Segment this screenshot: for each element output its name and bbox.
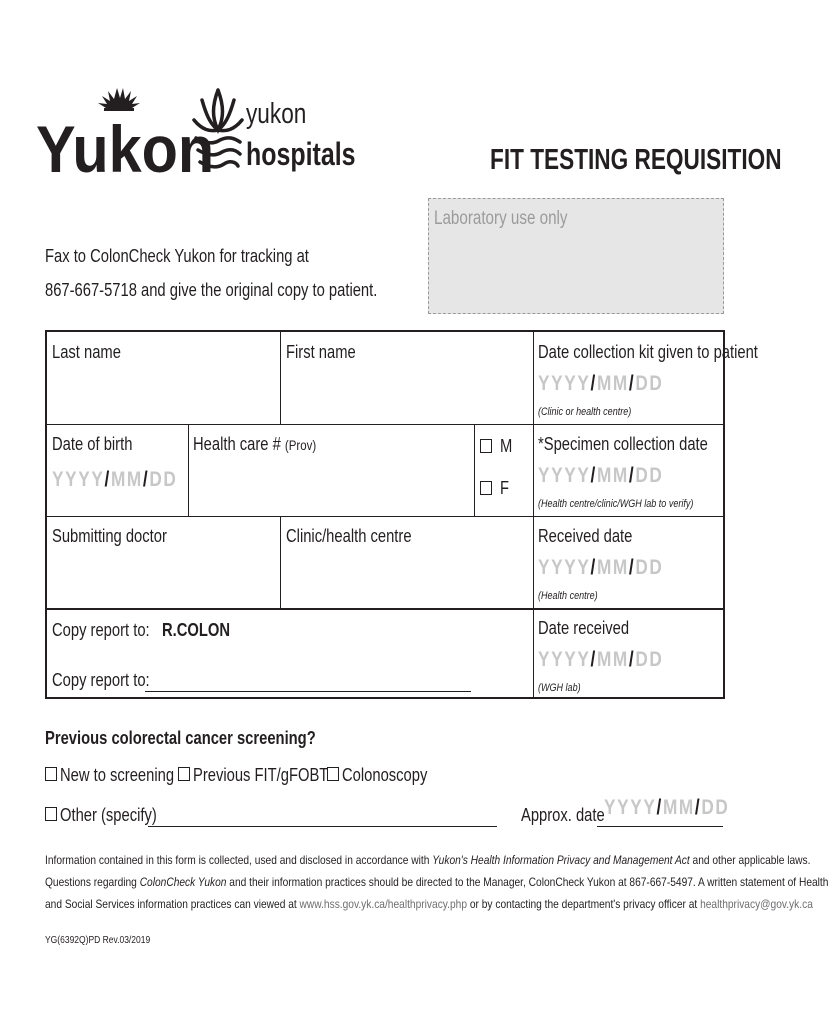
previous-fit-label: Previous FIT/gFOBT xyxy=(193,765,329,785)
privacy-email-link[interactable]: healthprivacy@gov.yk.ca xyxy=(700,897,813,911)
copy-report-2-line[interactable] xyxy=(145,691,471,692)
date-kit-given-label: Date collection kit given to patient xyxy=(538,342,758,362)
copy-report-label-1: Copy report to: R.COLON xyxy=(52,620,231,640)
copy-report-label-2: Copy report to: xyxy=(52,670,150,690)
date-received-placeholder[interactable]: YYYY/MM/DD xyxy=(538,648,664,671)
form-code: YG(6392Q)PD Rev.03/2019 xyxy=(45,935,151,946)
date-kit-given-placeholder[interactable]: YYYY/MM/DD xyxy=(538,372,664,395)
previous-fit-checkbox[interactable] xyxy=(178,767,190,781)
approx-date-label: Approx. date xyxy=(521,805,605,825)
privacy-notice-line3: and Social Services information practices can viewed at www.hss.gov.yk.ca/healthprivacy.php or by contacting the department's privacy officer at healthprivacy@gov.yk.ca xyxy=(45,897,813,911)
copy-report-value-1: R.COLON xyxy=(161,620,231,640)
svg-text:Yukon: Yukon xyxy=(36,113,215,187)
sex-m-label: M xyxy=(500,436,513,456)
privacy-notice-line1: Information contained in this form is collected, used and disclosed in accordance with Yukon's Health Information Privacy and Management Act and other applicable laws. xyxy=(45,853,811,867)
yukon-hospitals-text-top: yukon xyxy=(246,98,307,130)
document-title: FIT TESTING REQUISITION xyxy=(490,144,782,176)
approx-date-placeholder[interactable]: YYYY/MM/DD xyxy=(604,796,730,819)
health-privacy-link[interactable]: www.hss.gov.yk.ca/healthprivacy.php xyxy=(299,897,467,911)
date-received-label: Date received xyxy=(538,618,630,638)
sex-f-checkbox[interactable] xyxy=(480,481,492,495)
clinic-note: (Clinic or health centre) xyxy=(538,406,632,418)
specimen-date-placeholder[interactable]: YYYY/MM/DD xyxy=(538,464,664,487)
yukon-government-logo xyxy=(36,86,215,187)
first-name-label: First name xyxy=(286,342,356,362)
new-screening-label: New to screening xyxy=(60,765,175,785)
sex-f-label: F xyxy=(500,478,510,498)
other-specify-line[interactable] xyxy=(148,826,497,827)
other-checkbox[interactable] xyxy=(45,807,57,821)
fax-instruction-line1: Fax to ColonCheck Yukon for tracking at xyxy=(45,246,309,266)
last-name-label: Last name xyxy=(52,342,121,362)
specimen-note: (Health centre/clinic/WGH lab to verify) xyxy=(538,498,694,510)
yukon-hospitals-text-bottom: hospitals xyxy=(246,136,356,172)
privacy-notice-line2: Questions regarding ColonCheck Yukon and their information practices should be directed to the Manager, ColonCheck Yukon at 867-667-5497. A written statement of Health xyxy=(45,875,828,889)
approx-date-line[interactable] xyxy=(597,826,723,827)
date-received-note: (WGH lab) xyxy=(538,682,581,694)
health-care-number-label: Health care # (Prov) xyxy=(193,434,317,454)
other-label: Other (specify) xyxy=(60,805,157,825)
clinic-health-centre-label: Clinic/health centre xyxy=(286,526,412,546)
fax-instruction-line2: 867-667-5718 and give the original copy to patient. xyxy=(45,280,378,300)
requisition-form xyxy=(45,330,758,699)
sex-m-checkbox[interactable] xyxy=(480,439,492,453)
new-screening-checkbox[interactable] xyxy=(45,767,57,781)
submitting-doctor-label: Submitting doctor xyxy=(52,526,167,546)
received-note: (Health centre) xyxy=(538,590,598,602)
specimen-date-label: *Specimen collection date xyxy=(538,434,708,454)
received-date-placeholder[interactable]: YYYY/MM/DD xyxy=(538,556,664,579)
date-of-birth-placeholder[interactable]: YYYY/MM/DD xyxy=(52,468,178,491)
colonoscopy-checkbox[interactable] xyxy=(327,767,339,781)
colonoscopy-label: Colonoscopy xyxy=(342,765,428,785)
screening-title: Previous colorectal cancer screening? xyxy=(45,728,316,748)
date-of-birth-label: Date of birth xyxy=(52,434,133,454)
laboratory-use-label: Laboratory use only xyxy=(434,208,568,229)
received-date-label: Received date xyxy=(538,526,633,546)
